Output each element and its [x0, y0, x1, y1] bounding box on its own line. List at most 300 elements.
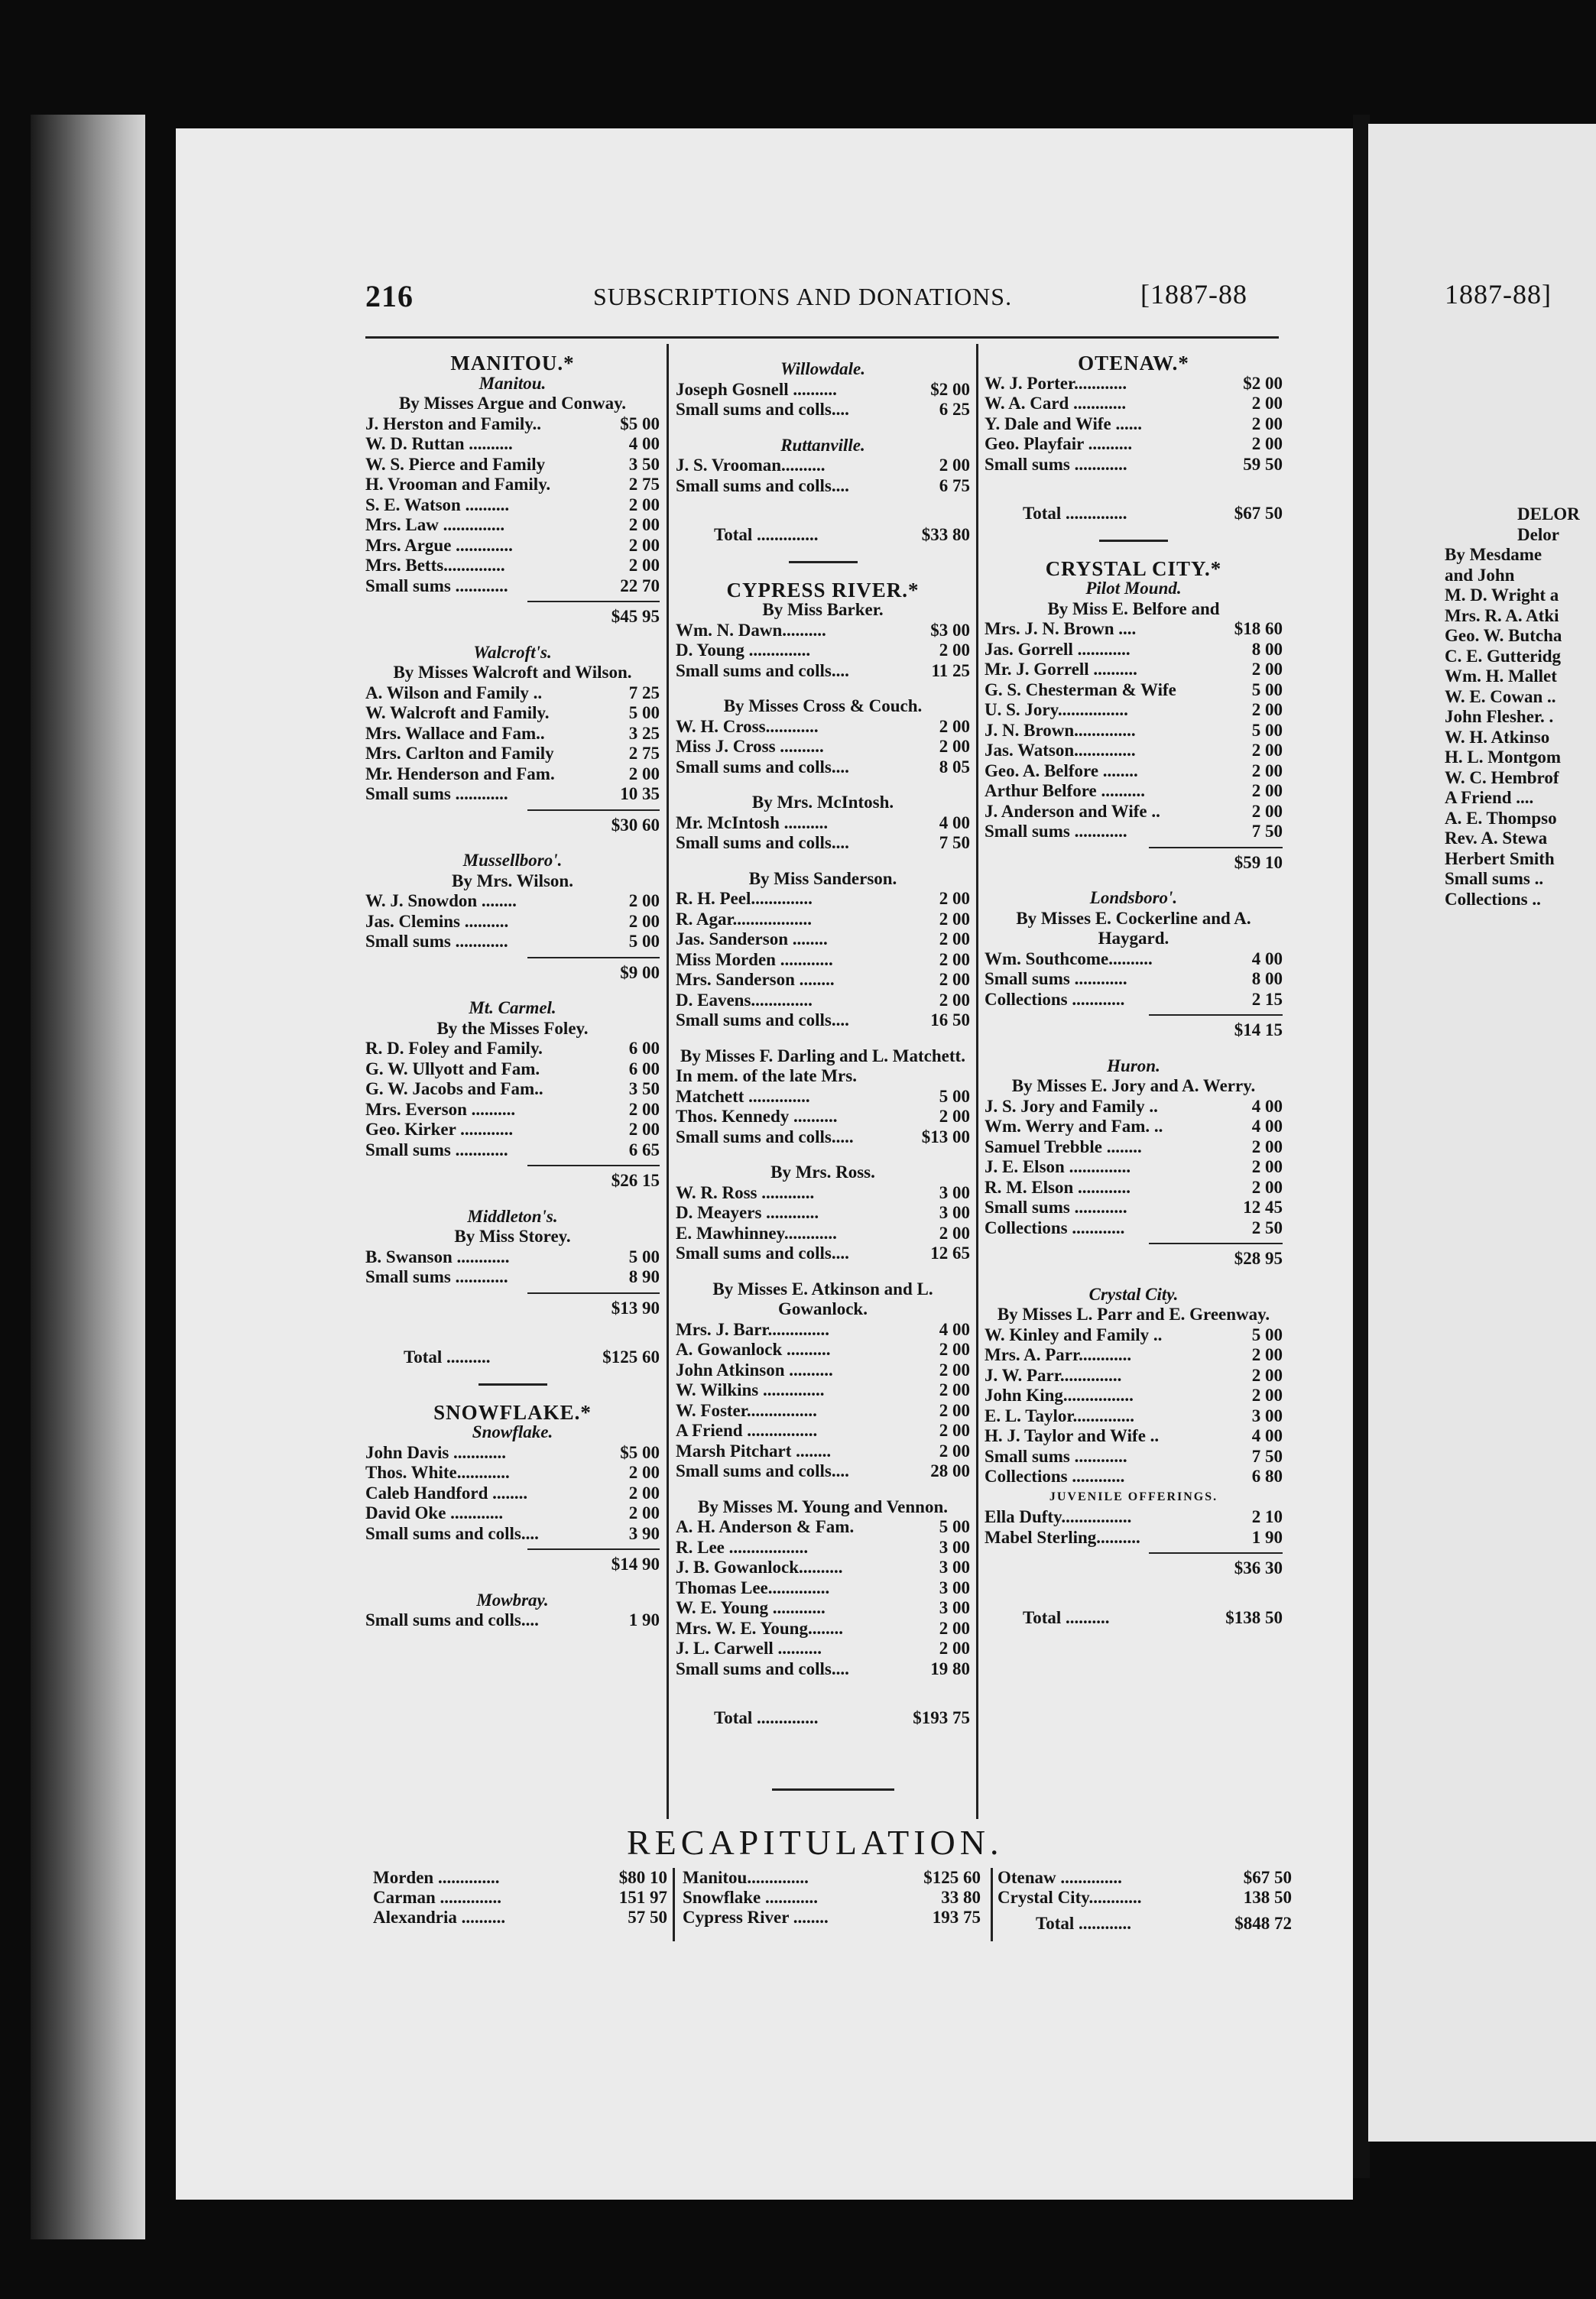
entry-amount: 151 97	[618, 1888, 667, 1907]
entry-amount: 2 00	[939, 1107, 970, 1126]
entry-row	[365, 744, 660, 764]
entry-amount: 11 25	[931, 660, 970, 680]
entry-row	[365, 784, 660, 805]
book-spine	[31, 115, 145, 2239]
entry-name: Mrs. Sanderson ........	[676, 970, 835, 989]
entry-amount: 3 00	[939, 1182, 970, 1202]
spacer	[985, 873, 1283, 888]
spacer	[676, 777, 970, 793]
entry-row	[676, 456, 970, 476]
right-page-line: H. L. Montgom	[1445, 747, 1562, 767]
entry-name: Collections ............	[985, 989, 1125, 1009]
entry-row	[676, 1087, 970, 1107]
entry-row	[985, 1198, 1283, 1218]
entry-amount	[900, 1066, 970, 1087]
entry-amount: 16 50	[930, 1010, 970, 1030]
entry-amount: 3 50	[628, 454, 660, 474]
entry-row	[985, 1447, 1283, 1467]
entry-row	[365, 414, 660, 435]
entry-amount: 7 50	[1251, 1446, 1283, 1466]
entry-amount: 2 00	[939, 456, 970, 475]
entry-row	[365, 1100, 660, 1120]
section-subheading: Willowdale.	[780, 359, 865, 378]
entry-name: Marsh Pitchart ........	[676, 1441, 832, 1461]
entry-row	[985, 680, 1283, 701]
entry-amount: 2 00	[628, 891, 660, 910]
entry-amount: 12 65	[930, 1244, 970, 1263]
section-subtotal: $9 00	[527, 957, 660, 984]
entry-row	[676, 737, 970, 757]
right-page-line: A. E. Thompso	[1445, 808, 1557, 828]
entry-name: Otenaw ..............	[998, 1868, 1122, 1887]
collector-line: By Mrs. McIntosh.	[751, 793, 894, 812]
entry-row	[985, 660, 1283, 680]
entry-row	[985, 1157, 1283, 1178]
entry-row	[676, 1127, 970, 1148]
entry-amount: 2 00	[939, 970, 970, 989]
collector-line: By Misses F. Darling and L. Matchett.	[680, 1046, 965, 1065]
entry-amount: 6 00	[628, 1059, 660, 1078]
entry-name: Morden ..............	[373, 1868, 500, 1887]
entry-row	[365, 576, 660, 597]
entry-name: Arthur Belfore ..........	[985, 781, 1145, 800]
entry-row	[676, 1380, 970, 1401]
entry-name: Small sums and colls....	[676, 757, 849, 777]
entry-row	[365, 475, 660, 495]
entry-amount: 2 75	[628, 744, 660, 763]
entry-amount: 5 00	[628, 1247, 660, 1266]
entry-name: Mrs. Carlton and Family	[365, 744, 554, 763]
entry-row	[985, 761, 1283, 782]
entry-name: Small sums ............	[365, 576, 508, 595]
entry-amount: 59 50	[1243, 454, 1283, 474]
entry-name: J. B. Gowanlock..........	[676, 1558, 843, 1577]
entry-name: J. E. Elson ..............	[985, 1157, 1131, 1176]
entry-amount: 5 00	[939, 1517, 970, 1536]
entry-amount: 3 00	[939, 1578, 970, 1597]
entry-row	[365, 556, 660, 576]
entry-amount: 2 00	[628, 535, 660, 555]
entry-amount: 4 00	[939, 1319, 970, 1339]
entry-row	[985, 741, 1283, 761]
spacer	[985, 475, 1283, 490]
entry-row	[985, 1467, 1283, 1487]
entry-row	[985, 1406, 1283, 1427]
collector-line: By Misses E. Atkinson and L. Gowanlock.	[712, 1279, 933, 1318]
total-label: Total ..........	[404, 1347, 491, 1367]
entry-name: Mabel Sterling..........	[985, 1527, 1140, 1547]
entry-name: J. S. Jory and Family ..	[985, 1096, 1158, 1116]
entry-amount: 2 00	[1251, 781, 1283, 800]
spacer	[985, 1041, 1283, 1056]
entry-name: Jas. Sanderson ........	[676, 929, 828, 948]
entry-name: Small sums and colls....	[676, 475, 849, 495]
entry-name: Miss Morden ............	[676, 949, 833, 969]
column-divider	[667, 344, 669, 1819]
entry-row	[985, 1386, 1283, 1406]
entry-amount: 2 00	[1251, 760, 1283, 780]
recap-col-3	[998, 1868, 1292, 1934]
entry-amount: 2 00	[1251, 1386, 1283, 1405]
right-page-line: John Flesher. .	[1445, 707, 1554, 726]
entry-name: B. Swanson ............	[365, 1247, 510, 1266]
entry-amount: $125 60	[923, 1868, 981, 1887]
entry-name: Small sums and colls....	[676, 1461, 849, 1480]
column-2	[676, 359, 970, 1729]
entry-row	[676, 1203, 970, 1224]
entry-amount: 2 00	[628, 1463, 660, 1482]
entry-row	[985, 1345, 1283, 1366]
spacer	[365, 1192, 660, 1207]
entry-amount: 8 05	[939, 757, 970, 777]
entry-row	[985, 802, 1283, 822]
entry-row	[676, 1578, 970, 1599]
total-label: Total ..............	[714, 525, 819, 544]
entry-row	[365, 434, 660, 455]
entry-row	[676, 1558, 970, 1578]
section-heading: MANITOU.*	[450, 352, 575, 375]
entry-row	[985, 1507, 1283, 1528]
entry-amount: 4 00	[939, 812, 970, 832]
entry-name: Small sums and colls....	[676, 1244, 849, 1263]
entry-row	[676, 640, 970, 661]
entry-row	[676, 929, 970, 950]
entry-name: A. H. Anderson & Fam.	[676, 1517, 855, 1536]
right-page-line: Rev. A. Stewa	[1445, 828, 1548, 848]
entry-amount: 2 15	[1251, 989, 1283, 1009]
entry-amount: 2 00	[939, 889, 970, 908]
entry-row	[985, 374, 1283, 394]
collector-line: By Misses L. Parr and E. Greenway.	[997, 1305, 1270, 1324]
section-subtotal: $14 15	[1149, 1014, 1283, 1041]
entry-name: Mrs. Betts..............	[365, 556, 505, 575]
entry-row	[365, 912, 660, 932]
entry-amount: 3 25	[628, 723, 660, 743]
entry-amount: 7 50	[939, 833, 970, 852]
spacer	[676, 854, 970, 869]
entry-name: Small sums and colls....	[365, 1523, 539, 1543]
entry-row	[365, 1059, 660, 1080]
section-heading: OTENAW.*	[1078, 352, 1189, 375]
entry-amount: 19 80	[930, 1659, 970, 1678]
entry-row	[365, 1463, 660, 1483]
entry-amount: 3 90	[628, 1523, 660, 1543]
entry-name: Wm. Werry and Fam. ..	[985, 1117, 1163, 1136]
entry-amount: 2 00	[939, 716, 970, 736]
entry-amount: 33 80	[941, 1888, 981, 1907]
entry-row	[985, 414, 1283, 435]
entry-name: John King................	[985, 1386, 1134, 1405]
entry-name: Samuel Trebble ........	[985, 1137, 1142, 1156]
total-label: Total ..............	[714, 1708, 819, 1727]
entry-name: Small sums ............	[985, 822, 1127, 841]
entry-row	[676, 950, 970, 971]
entry-name: Jas. Gorrell ............	[985, 639, 1130, 659]
collector-line: By Miss Sanderson.	[748, 868, 897, 888]
entry-row	[676, 1598, 970, 1619]
section-separator	[478, 1383, 547, 1386]
spacer	[365, 835, 660, 851]
entry-amount: 57 50	[628, 1908, 667, 1927]
right-page-line: W. E. Cowan ..	[1445, 686, 1556, 706]
section-subheading: Mowbray.	[476, 1590, 549, 1610]
entry-amount: 7 25	[628, 683, 660, 702]
right-page-line: Delor	[1517, 524, 1559, 544]
entry-name: Jas. Watson..............	[985, 741, 1136, 760]
entry-row	[365, 1039, 660, 1059]
entry-amount: 5 00	[1251, 1325, 1283, 1344]
page-title: SUBSCRIPTIONS AND DONATIONS.	[593, 283, 1013, 310]
entry-amount: 4 00	[1251, 948, 1283, 968]
spacer	[985, 1579, 1283, 1594]
entry-name: John Atkinson ..........	[676, 1360, 833, 1380]
collector-line: By Mrs. Ross.	[770, 1162, 875, 1182]
entry-amount: 10 35	[620, 784, 660, 803]
entry-amount: $3 00	[930, 620, 970, 640]
entry-name: Mrs. A. Parr............	[985, 1345, 1132, 1364]
entry-row	[676, 1461, 970, 1482]
entry-amount: 2 00	[628, 764, 660, 783]
section-subtotal: $26 15	[527, 1165, 660, 1192]
entry-row	[365, 1140, 660, 1161]
entry-row	[676, 1340, 970, 1360]
right-page-line: By Mesdame	[1445, 545, 1542, 564]
column-total	[985, 504, 1283, 524]
section-heading: CRYSTAL CITY.*	[1045, 556, 1222, 580]
entry-name: J. S. Vrooman..........	[676, 456, 826, 475]
recap-title: RECAPITULATION.	[627, 1823, 1004, 1862]
entry-row	[676, 1517, 970, 1538]
entry-name: Snowflake ............	[683, 1888, 818, 1907]
entry-amount: 2 00	[939, 1223, 970, 1243]
recap-col-1	[373, 1868, 667, 1928]
entry-amount: $2 00	[1243, 373, 1283, 393]
entry-amount: 12 45	[1243, 1198, 1283, 1217]
spacer	[676, 1482, 970, 1497]
entry-name: Small sums ............	[985, 969, 1127, 988]
entry-name: Jas. Clemins ..........	[365, 911, 509, 931]
entry-amount: 4 00	[1251, 1096, 1283, 1116]
entry-row	[676, 1360, 970, 1381]
entry-amount: 2 00	[939, 1639, 970, 1658]
entry-row	[676, 1320, 970, 1341]
entry-name: Small sums ............	[985, 1446, 1127, 1466]
entry-row	[985, 822, 1283, 842]
entry-amount: 2 00	[628, 1503, 660, 1522]
column-total	[676, 525, 970, 546]
entry-amount: 6 65	[628, 1140, 660, 1159]
entry-amount: 6 75	[939, 475, 970, 495]
right-page-line: W. H. Atkinso	[1445, 727, 1550, 747]
entry-name: A. Wilson and Family ..	[365, 683, 543, 702]
entry-amount: 2 00	[1251, 394, 1283, 413]
entry-row	[676, 757, 970, 778]
recap-divider	[991, 1868, 993, 1941]
entry-amount: 4 00	[628, 434, 660, 453]
recap-row	[683, 1908, 981, 1928]
entry-amount: $5 00	[620, 1442, 660, 1462]
entry-row	[985, 1325, 1283, 1346]
entry-name: Geo. A. Belfore ........	[985, 760, 1138, 780]
entry-row	[676, 1066, 970, 1087]
entry-name: Small sums ............	[365, 932, 508, 951]
entry-name: Small sums and colls....	[676, 833, 849, 852]
right-page-line: Collections ..	[1445, 889, 1541, 909]
entry-amount: $5 00	[620, 413, 660, 433]
entry-amount: 2 00	[939, 737, 970, 756]
entry-name: Matchett ..............	[676, 1086, 810, 1106]
total-value: $67 50	[1234, 504, 1283, 523]
entry-row	[365, 1079, 660, 1100]
entry-row	[985, 1426, 1283, 1447]
entry-name: Cypress River ........	[683, 1908, 829, 1927]
entry-row	[676, 1107, 970, 1127]
recap-row	[998, 1868, 1292, 1888]
entry-amount: 2 00	[939, 1380, 970, 1399]
entry-amount: $80 10	[618, 1868, 667, 1887]
entry-name: David Oke ............	[365, 1503, 504, 1522]
column-total	[365, 1347, 660, 1368]
entry-row	[365, 1267, 660, 1288]
entry-row	[985, 949, 1283, 970]
entry-amount: 8 00	[1251, 639, 1283, 659]
entry-name: Alexandria ..........	[373, 1908, 506, 1927]
entry-name: Small sums and colls....	[676, 1010, 849, 1030]
entry-name: H. Vrooman and Family.	[365, 475, 551, 494]
recap-row	[683, 1868, 981, 1888]
entry-name: Mrs. J. N. Brown ....	[985, 619, 1137, 638]
entry-name: W. S. Pierce and Family	[365, 454, 546, 474]
entry-row	[676, 1441, 970, 1462]
entry-row	[676, 1244, 970, 1264]
collector-line: By Miss Storey.	[454, 1227, 571, 1246]
entry-amount: 6 25	[939, 400, 970, 419]
entry-name: J. Herston and Family..	[365, 413, 542, 433]
collector-line: By Misses Argue and Conway.	[398, 394, 627, 413]
entry-name: E. Mawhinney............	[676, 1223, 837, 1243]
spacer	[365, 1318, 660, 1334]
entry-row	[676, 1183, 970, 1204]
entry-row	[365, 764, 660, 785]
total-value: $125 60	[602, 1347, 660, 1367]
entry-row	[676, 621, 970, 641]
entry-row	[365, 1483, 660, 1504]
entry-name: Small sums and colls....	[676, 660, 849, 680]
recap-total	[998, 1914, 1292, 1934]
entry-name: Small sums and colls....	[365, 1610, 539, 1629]
entry-name: Thos. Kennedy ..........	[676, 1107, 838, 1126]
entry-name: W. J. Snowdon ........	[365, 891, 517, 910]
entry-row	[676, 813, 970, 834]
entry-amount: $18 60	[1234, 619, 1283, 638]
entry-amount: 2 00	[628, 911, 660, 931]
entry-amount: 2 00	[939, 1340, 970, 1359]
entry-amount: 2 00	[628, 556, 660, 575]
entry-row	[985, 1178, 1283, 1198]
right-page-line: Small sums ..	[1445, 869, 1544, 888]
collector-line: By Misses Cross & Couch.	[723, 696, 923, 715]
entry-amount: 2 00	[1251, 801, 1283, 821]
entry-amount: 5 00	[628, 703, 660, 722]
entry-name: J. Anderson and Wife ..	[985, 801, 1160, 821]
entry-name: U. S. Jory................	[985, 700, 1128, 719]
entry-amount: $2 00	[930, 379, 970, 399]
entry-amount: 2 00	[1251, 700, 1283, 719]
entry-amount: 2 00	[628, 494, 660, 514]
entry-name: H. J. Taylor and Wife ..	[985, 1426, 1160, 1445]
section-subheading: Crystal City.	[1088, 1284, 1179, 1304]
entry-name: W. Foster................	[676, 1400, 817, 1420]
entry-row	[676, 400, 970, 420]
spacer	[676, 1264, 970, 1279]
recap-row	[998, 1888, 1292, 1908]
entry-amount: 2 00	[939, 949, 970, 969]
column-3	[985, 336, 1283, 1628]
entry-name: Mrs. Law ..............	[365, 515, 505, 534]
section-subtotal: $14 90	[527, 1548, 660, 1575]
entry-amount: 2 50	[1251, 1218, 1283, 1237]
entry-name: Geo. Playfair ..........	[985, 434, 1133, 453]
entry-amount: 8 00	[1251, 969, 1283, 988]
entry-amount: 1 90	[628, 1610, 660, 1629]
right-page-line: M. D. Wright a	[1445, 585, 1559, 605]
entry-amount: 2 00	[1251, 1365, 1283, 1385]
entry-row	[985, 434, 1283, 455]
entry-row	[985, 1218, 1283, 1239]
entry-amount: 2 00	[1251, 434, 1283, 453]
right-page-line: Geo. W. Butcha	[1445, 626, 1562, 645]
recap-row	[373, 1908, 667, 1928]
entry-name: Small sums ............	[985, 454, 1127, 474]
entry-amount: 1 90	[1251, 1527, 1283, 1547]
entry-row	[365, 1610, 660, 1631]
entry-amount: 2 00	[628, 1099, 660, 1119]
entry-name: W. E. Young ............	[676, 1598, 826, 1617]
entry-row	[365, 703, 660, 724]
entry-row	[365, 683, 660, 704]
entry-row	[676, 380, 970, 400]
entry-row	[676, 1659, 970, 1680]
entry-amount: 3 00	[939, 1537, 970, 1557]
entry-amount: 2 00	[628, 1483, 660, 1503]
section-subtotal: $30 60	[527, 809, 660, 836]
entry-name: Mr. Henderson and Fam.	[365, 764, 555, 783]
entry-row	[365, 1120, 660, 1140]
section-heading: SNOWFLAKE.*	[433, 1400, 592, 1424]
section-subheading: Pilot Mound.	[1085, 579, 1182, 598]
entry-amount: 2 00	[1251, 1137, 1283, 1156]
section-subtotal: $45 95	[527, 601, 660, 627]
entry-row	[676, 476, 970, 497]
recap-divider	[673, 1868, 675, 1941]
entry-row	[985, 1366, 1283, 1386]
entry-amount: $67 50	[1243, 1868, 1292, 1887]
section-heading: CYPRESS RIVER.*	[726, 578, 920, 602]
column-total	[676, 1708, 970, 1729]
entry-row	[676, 1401, 970, 1422]
entry-name: Mrs. W. E. Young........	[676, 1618, 843, 1638]
entry-amount: 2 00	[628, 515, 660, 534]
page-number: 216	[365, 279, 414, 313]
entry-row	[985, 969, 1283, 990]
entry-name: Manitou..............	[683, 1868, 809, 1887]
entry-row	[676, 910, 970, 930]
collector-line: By Misses M. Young and Vennon.	[698, 1496, 948, 1516]
juvenile-heading: JUVENILE OFFERINGS.	[1049, 1490, 1218, 1503]
entry-name: W. D. Ruttan ..........	[365, 434, 513, 453]
entry-name: D. Meayers ............	[676, 1203, 819, 1222]
entry-name: J. N. Brown..............	[985, 720, 1136, 740]
